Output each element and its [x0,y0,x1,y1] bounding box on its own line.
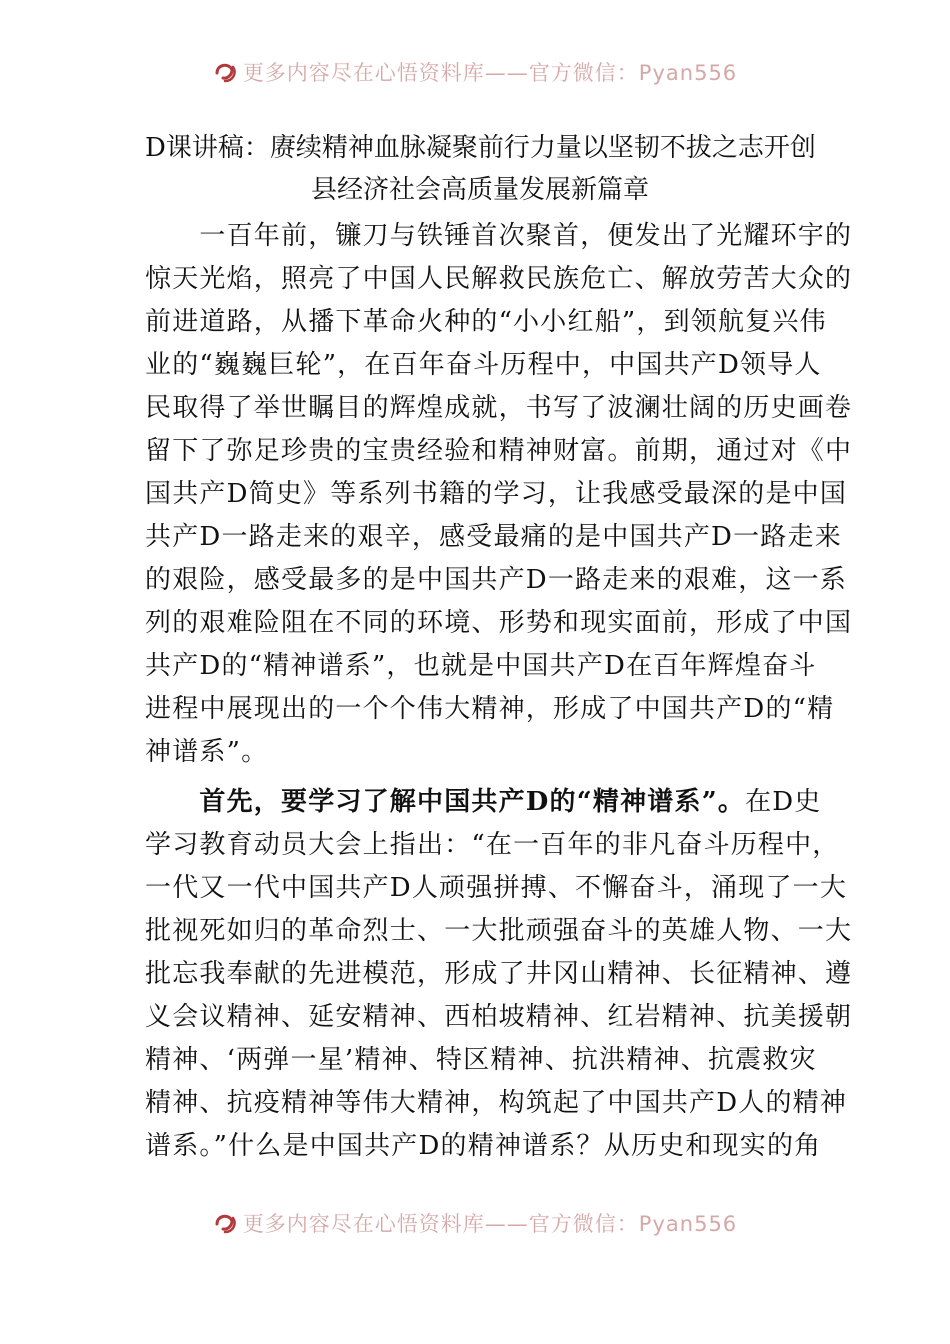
text-line: 共产D一路走来的艰辛，感受最痛的是中国共产D一路走来 [145,522,842,552]
text-line: 共产D的“精神谱系”，也就是中国共产D在百年辉煌奋斗 [145,651,817,681]
text-line: 神谱系”。 [145,737,269,767]
document-title-line-2: 县经济社会高质量发展新篇章 [310,175,649,205]
text-line: 留下了弥足珍贵的宝贵经验和精神财富。前期，通过对《中 [145,436,853,466]
text-line: 民取得了举世瞩目的辉煌成就，书写了波澜壮阔的历史画卷 [145,393,853,423]
text-line: 精神、抗疫精神等伟大精神，构筑起了中国共产D人的精神 [145,1088,848,1118]
text-line: 批忘我奉献的先进模范，形成了井冈山精神、长征精神、遵 [145,959,853,989]
text-line: 列的艰难险阻在不同的环境、形势和现实面前，形成了中国 [145,608,853,638]
text-line: 前进道路，从播下革命火种的“小小红船”，到领航复兴伟 [145,307,827,337]
text-line: 惊天光焰，照亮了中国人民解救民族危亡、解放劳苦大众的 [145,264,853,294]
text-line: 批视死如归的革命烈士、一大批顽强奋斗的英雄人物、一大 [145,916,853,946]
text-line: 学习教育动员大会上指出：“在一百年的非凡奋斗历程中， [145,830,840,860]
text-line: 国共产D简史》等系列书籍的学习，让我感受最深的是中国 [145,479,848,509]
footer-watermark [0,1206,950,1240]
text-span: 在D史 [745,787,822,817]
text-line: 进程中展现出的一个个伟大精神，形成了中国共产D的“精 [145,694,835,724]
text-line: 义会议精神、延安精神、西柏坡精神、红岩精神、抗美援朝 [145,1002,853,1032]
watermark-text: 更多内容尽在心悟资料库——官方微信：Pyan556 [242,61,738,85]
section-heading: 首先，要学习了解中国共产D的“精神谱系”。 [145,787,746,817]
text-line: 精神、‘两弹一星’精神、特区精神、抗洪精神、抗震救灾 [145,1045,817,1075]
text-line: 一代又一代中国共产D人顽强拼搏、不懈奋斗，涌现了一大 [145,873,848,903]
watermark-text: 更多内容尽在心悟资料库——官方微信：Pyan556 [242,1212,738,1236]
header-watermark [0,55,950,89]
document-title-line-1: D课讲稿：赓续精神血脉凝聚前行力量以坚韧不拔之志开创 [145,133,816,163]
text-line: 的艰险，感受最多的是中国共产D一路走来的艰难，这一系 [145,565,848,595]
logo-icon [213,1210,239,1236]
text-line: 一百年前，镰刀与铁锤首次聚首，便发出了光耀环宇的 [145,221,853,251]
text-line [145,782,822,822]
logo-icon [213,59,239,85]
text-line: 业的“巍巍巨轮”，在百年奋斗历程中，中国共产D领导人 [145,350,822,380]
text-line: 谱系。”什么是中国共产D的精神谱系？从历史和现实的角 [145,1131,822,1161]
